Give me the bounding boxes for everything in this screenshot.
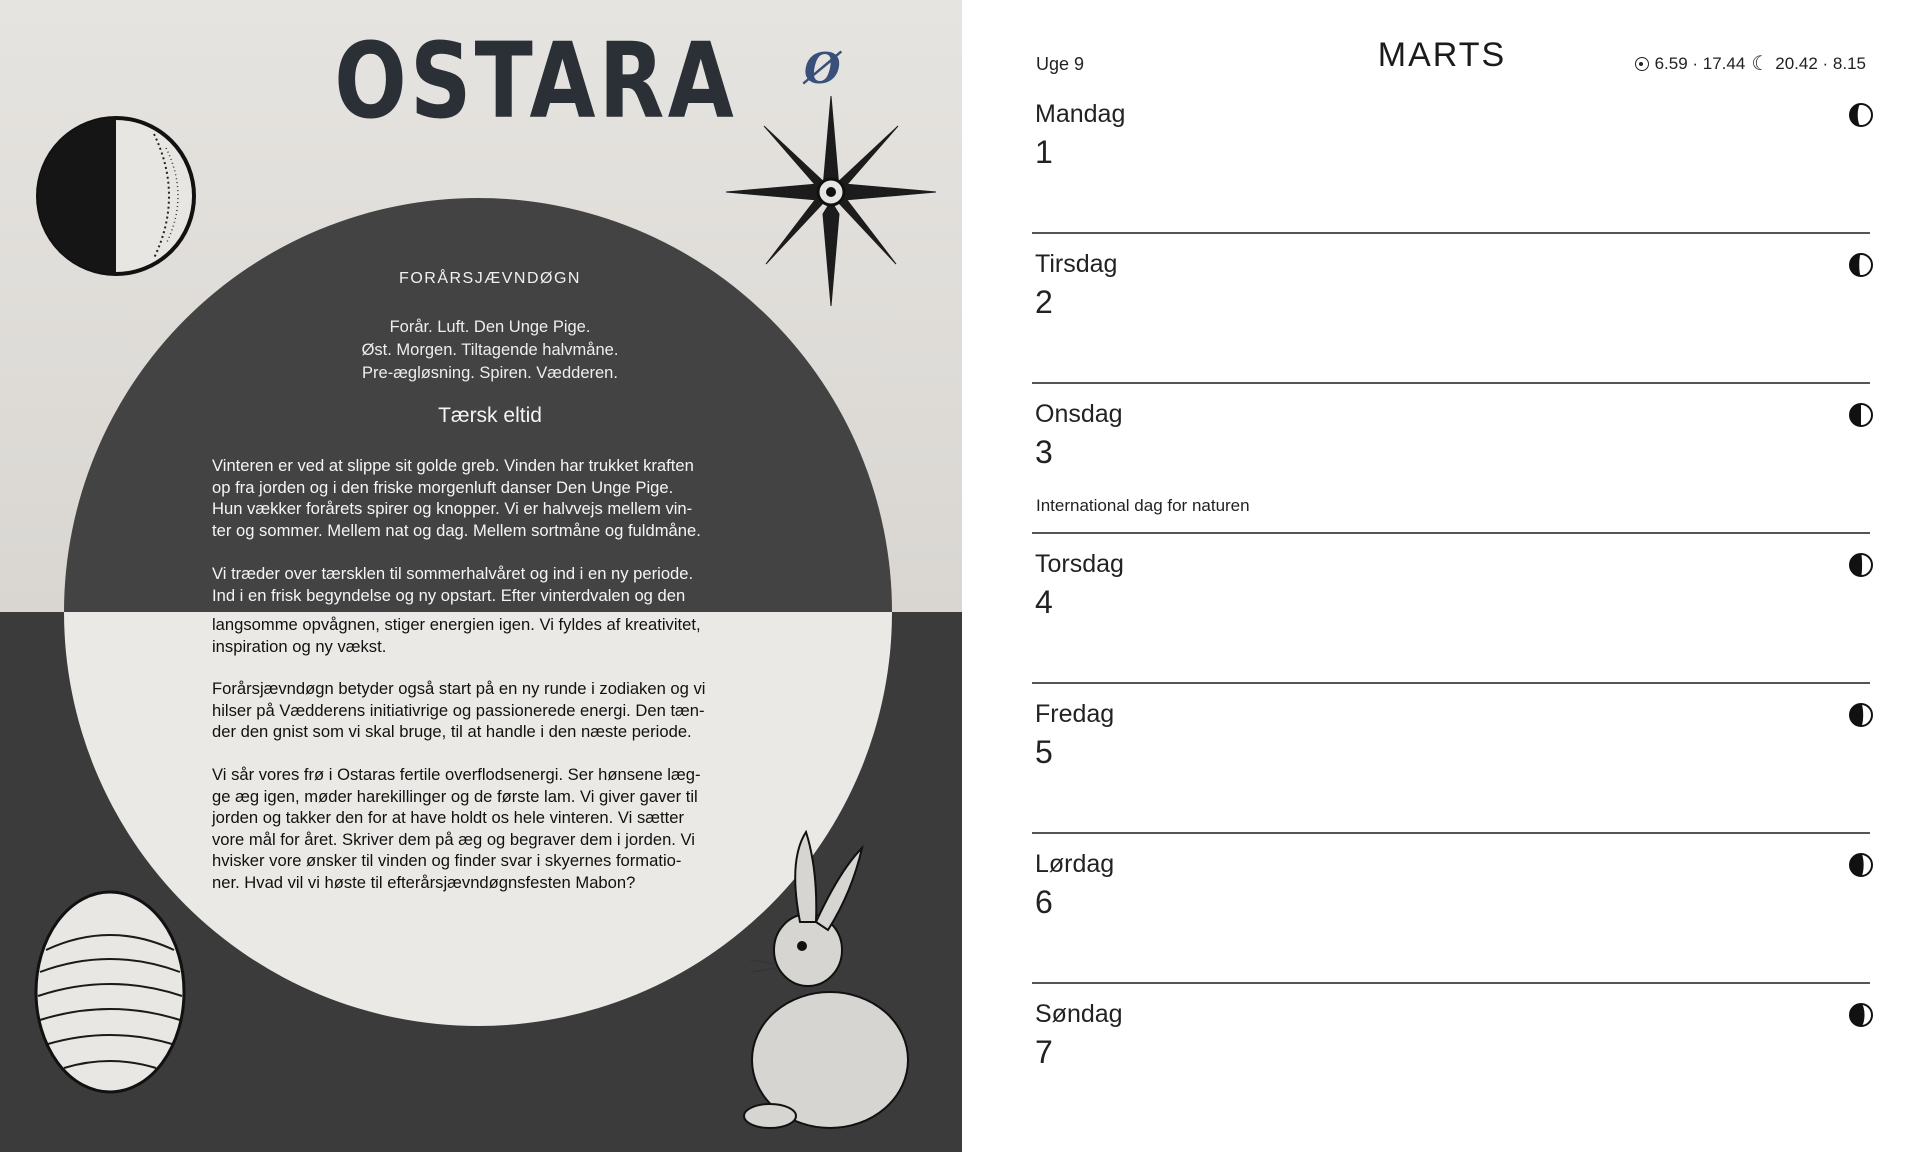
day-number: 4 — [1035, 584, 1053, 620]
moon-phase-icon — [1848, 402, 1874, 428]
text-line: hilser på Vædderens initiativrige og passionerede energi. Den tæn- — [212, 700, 705, 720]
paragraph-1 — [212, 455, 780, 541]
sun-icon — [1635, 57, 1649, 71]
day-row[interactable] — [1032, 100, 1872, 250]
text-line: Forårsjævndøgn betyder også start på en ny runde i zodiaken og vi — [212, 679, 706, 698]
moon-times: 20.42 · 8.15 — [1775, 54, 1866, 73]
moon-phase-icon — [1848, 102, 1874, 128]
month-title: MARTS — [1377, 36, 1507, 74]
day-row[interactable] — [1032, 550, 1872, 700]
day-name: Fredag — [1035, 700, 1115, 728]
direction-rune: Ø — [804, 44, 841, 93]
day-row[interactable] — [1032, 400, 1872, 550]
moon-phase-icon — [1848, 552, 1874, 578]
text-line: ner. Hvad vil vi høste til efterårsjævndøgnsfesten Mabon? — [212, 872, 636, 892]
keyword-line: Øst. Morgen. Tiltagende halvmåne. — [361, 341, 619, 359]
day-divider — [1032, 982, 1870, 984]
text-line: hvisker vore ønsker til vinden og finder svar i skyernes formatio- — [212, 851, 682, 871]
paragraph-2-top — [212, 563, 780, 606]
day-number: 3 — [1035, 434, 1053, 470]
moon-phase-icon — [1848, 702, 1874, 728]
paragraph-3 — [212, 678, 780, 743]
sun-moon-times — [1635, 54, 1866, 74]
text-line: Ind i en frisk begyndelse og ny opstart. Efter vinterdvalen og den — [212, 585, 686, 605]
text-line: vore mål for året. Skriver dem på æg og begraver dem i jorden. Vi — [212, 829, 695, 849]
day-number: 2 — [1035, 284, 1053, 320]
text-line: op fra jorden og i den friske morgenluft danser Den Unge Pige. — [212, 477, 674, 497]
keyword-list — [210, 316, 770, 385]
text-line: ge æg igen, møder harekillinger og de første lam. Vi giver gaver til — [212, 786, 698, 806]
day-name: Tirsdag — [1035, 250, 1118, 278]
day-row[interactable] — [1032, 850, 1872, 1000]
egg-illustration-icon — [30, 880, 190, 1095]
moon-phase-icon — [1848, 852, 1874, 878]
day-divider — [1032, 832, 1870, 834]
right-page — [962, 0, 1920, 1152]
moon-lit-part — [1861, 404, 1872, 426]
day-note: International dag for naturen — [1036, 496, 1250, 515]
day-number: 5 — [1035, 734, 1053, 770]
text-line: Vi sår vores frø i Ostaras fertile overflodsenergi. Ser hønsene læg- — [212, 765, 701, 784]
day-number: 7 — [1035, 1034, 1053, 1070]
page-title: OSTARA — [334, 20, 738, 142]
half-moon-icon — [34, 114, 198, 278]
text-line: jorden og takker den for at have holdt os hele vinteren. Vi sætter — [212, 808, 684, 828]
day-number: 6 — [1035, 884, 1053, 920]
day-divider — [1032, 382, 1870, 384]
keyword-line: Forår. Luft. Den Unge Pige. — [389, 318, 591, 336]
text-line: Hun vækker forårets spirer og knopper. Vi er halvvejs mellem vin- — [212, 499, 693, 519]
day-row[interactable] — [1032, 1000, 1872, 1150]
day-row[interactable] — [1032, 250, 1872, 400]
day-name: Mandag — [1035, 100, 1126, 128]
sun-times: 6.59 · 17.44 — [1654, 54, 1746, 73]
crescent-moon-icon: ☾ — [1751, 53, 1770, 75]
text-line: der den gnist som vi skal bruge, til at handle i den næste periode. — [212, 722, 692, 742]
moon-lit-part — [1861, 554, 1872, 576]
week-label: Uge 9 — [1036, 54, 1085, 74]
text-line: ter og sommer. Mellem nat og dag. Mellem sortmåne og fuldmåne. — [212, 520, 701, 540]
paragraph-4 — [212, 764, 780, 894]
moon-phase-icon — [1848, 1002, 1874, 1028]
day-name: Lørdag — [1035, 850, 1115, 878]
day-divider — [1032, 682, 1870, 684]
text-line: langsomme opvågnen, stiger energien igen. Vi fyldes af kreativitet, — [212, 615, 701, 634]
day-name: Onsdag — [1035, 400, 1123, 428]
text-line: Vi træder over tærsklen til sommerhalvåret og ind i en ny periode. — [212, 564, 694, 583]
day-divider — [1032, 532, 1870, 534]
section-subtitle: Tærsk eltid — [438, 404, 542, 427]
day-divider — [1032, 232, 1870, 234]
day-row[interactable] — [1032, 700, 1872, 850]
keyword-line: Pre-ægløsning. Spiren. Vædderen. — [362, 364, 618, 382]
day-name: Søndag — [1035, 1000, 1123, 1028]
paragraph-2-bottom — [212, 614, 780, 657]
text-line: Vinteren er ved at slippe sit golde greb. Vinden har trukket kraften — [212, 456, 694, 475]
text-line: inspiration og ny vækst. — [212, 636, 387, 656]
section-heading: FORÅRSJÆVNDØGN — [399, 270, 581, 287]
moon-phase-icon — [1848, 252, 1874, 278]
day-number: 1 — [1035, 134, 1053, 170]
day-name: Torsdag — [1035, 550, 1124, 578]
